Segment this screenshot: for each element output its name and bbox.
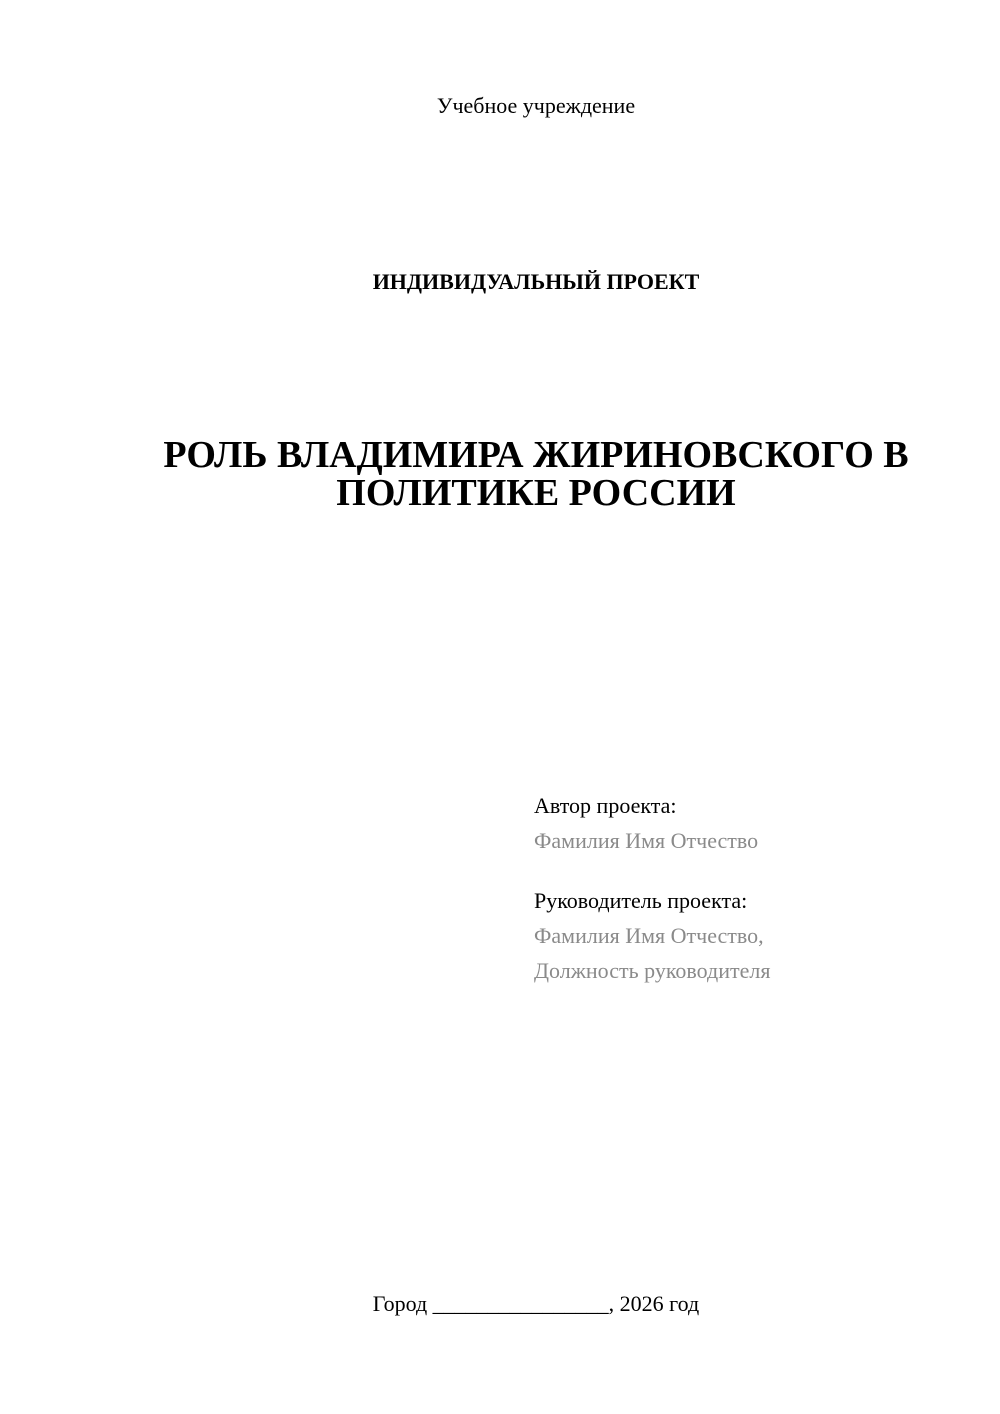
- city-year-line: Город ________________, 2026 год: [372, 1291, 700, 1316]
- project-title-line-1: РОЛЬ ВЛАДИМИРА ЖИРИНОВСКОГО В: [163, 434, 909, 476]
- credits-block: [534, 788, 974, 988]
- supervisor-label: Руководитель проекта:: [534, 888, 748, 913]
- project-title: [140, 436, 932, 512]
- author-label: Автор проекта:: [534, 793, 677, 818]
- document-type: ИНДИВИДУАЛЬНЫЙ ПРОЕКТ: [372, 269, 700, 294]
- author-name-placeholder: Фамилия Имя Отчество: [534, 828, 759, 853]
- project-title-line-2: ПОЛИТИКЕ РОССИИ: [336, 472, 736, 514]
- institution-name: Учебное учреждение: [436, 93, 636, 118]
- credits-spacer: [534, 858, 974, 883]
- supervisor-position-placeholder: Должность руководителя: [534, 958, 771, 983]
- supervisor-name-placeholder: Фамилия Имя Отчество,: [534, 923, 764, 948]
